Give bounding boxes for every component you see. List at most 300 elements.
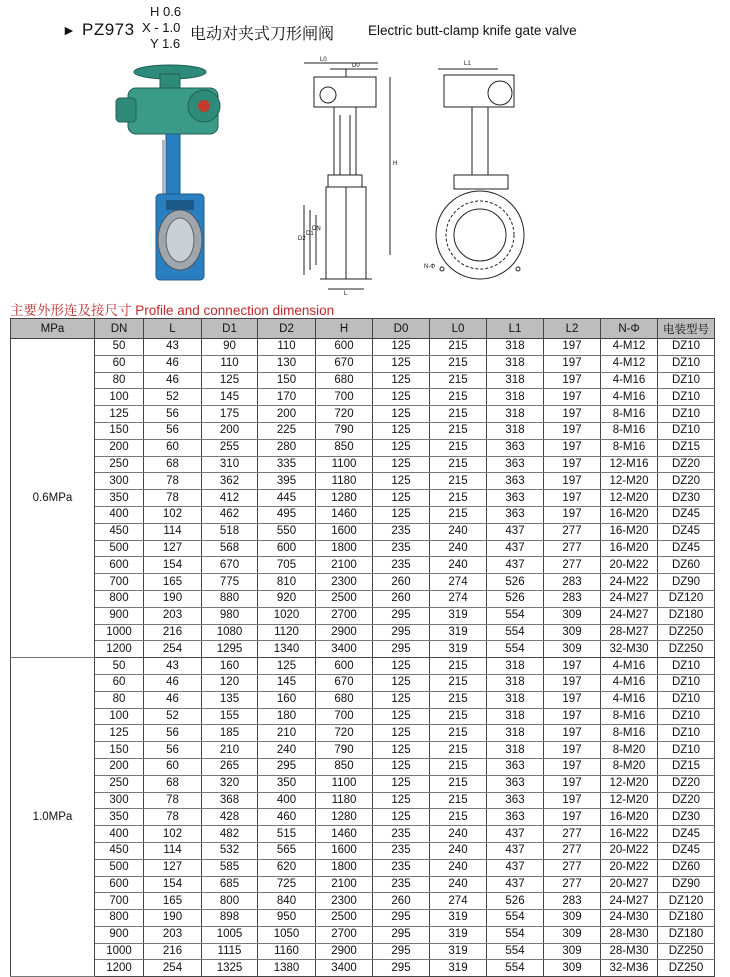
- table-cell: 125: [373, 809, 430, 826]
- column-header: D0: [373, 319, 430, 339]
- table-cell: 240: [430, 557, 487, 574]
- table-cell: 197: [544, 725, 601, 742]
- table-cell: 2300: [316, 574, 373, 591]
- table-cell: 240: [430, 842, 487, 859]
- table-cell: 318: [487, 691, 544, 708]
- table-cell: 215: [430, 674, 487, 691]
- table-cell: 90: [202, 339, 258, 356]
- column-header: H: [316, 319, 373, 339]
- table-row: [11, 456, 715, 473]
- table-cell: 197: [544, 775, 601, 792]
- table-cell: 1280: [316, 490, 373, 507]
- table-row: [11, 406, 715, 423]
- table-cell: 78: [144, 809, 202, 826]
- table-cell: 203: [144, 607, 202, 624]
- table-row: [11, 389, 715, 406]
- table-cell: 277: [544, 523, 601, 540]
- table-cell: 56: [144, 742, 202, 759]
- table-cell: 800: [95, 590, 144, 607]
- table-cell: 309: [544, 641, 601, 658]
- table-cell: 80: [95, 691, 144, 708]
- table-cell: 2900: [316, 624, 373, 641]
- column-header: DN: [95, 319, 144, 339]
- table-cell: 1080: [202, 624, 258, 641]
- table-cell: 160: [202, 658, 258, 675]
- table-cell: 2300: [316, 893, 373, 910]
- table-cell: 60: [95, 355, 144, 372]
- column-header: MPa: [11, 319, 95, 339]
- table-cell: 554: [487, 943, 544, 960]
- table-cell: 215: [430, 725, 487, 742]
- pressure-group: [11, 339, 715, 658]
- table-cell: 400: [95, 506, 144, 523]
- table-cell: 437: [487, 826, 544, 843]
- table-cell: 215: [430, 658, 487, 675]
- table-cell: 180: [258, 708, 316, 725]
- dim-label-l: L: [344, 291, 348, 295]
- table-row: [11, 674, 715, 691]
- table-cell: 295: [373, 960, 430, 977]
- table-cell: 60: [95, 674, 144, 691]
- table-cell: DZ250: [658, 943, 715, 960]
- table-cell: DZ180: [658, 910, 715, 927]
- table-cell: 395: [258, 473, 316, 490]
- table-cell: 4-M16: [601, 389, 658, 406]
- table-cell: 125: [373, 674, 430, 691]
- table-cell: 20-M27: [601, 876, 658, 893]
- table-cell: 24-M27: [601, 893, 658, 910]
- table-cell: 24-M27: [601, 607, 658, 624]
- table-cell: 145: [258, 674, 316, 691]
- table-cell: 197: [544, 456, 601, 473]
- table-cell: 3400: [316, 641, 373, 658]
- table-cell: 526: [487, 590, 544, 607]
- table-cell: 445: [258, 490, 316, 507]
- table-cell: 363: [487, 490, 544, 507]
- table-cell: DZ10: [658, 372, 715, 389]
- table-cell: 2500: [316, 910, 373, 927]
- table-cell: 102: [144, 506, 202, 523]
- table-cell: 4-M16: [601, 658, 658, 675]
- table-cell: 265: [202, 758, 258, 775]
- table-cell: 2700: [316, 607, 373, 624]
- table-cell: 318: [487, 406, 544, 423]
- table-cell: 16-M20: [601, 506, 658, 523]
- table-cell: DZ250: [658, 960, 715, 977]
- table-cell: 363: [487, 775, 544, 792]
- table-cell: 125: [373, 792, 430, 809]
- table-cell: 56: [144, 725, 202, 742]
- table-cell: DZ120: [658, 590, 715, 607]
- table-cell: 235: [373, 523, 430, 540]
- table-cell: 277: [544, 540, 601, 557]
- table-cell: 203: [144, 926, 202, 943]
- table-cell: 2100: [316, 557, 373, 574]
- model-variant-y: Y 1.6: [150, 36, 181, 51]
- table-cell: 68: [144, 775, 202, 792]
- table-cell: 1800: [316, 859, 373, 876]
- table-cell: 125: [95, 406, 144, 423]
- table-cell: DZ20: [658, 473, 715, 490]
- table-cell: 309: [544, 943, 601, 960]
- table-cell: 125: [202, 372, 258, 389]
- table-cell: 46: [144, 355, 202, 372]
- table-cell: 240: [258, 742, 316, 759]
- table-cell: 12-M20: [601, 490, 658, 507]
- page-title: [62, 4, 712, 54]
- table-cell: 1200: [95, 641, 144, 658]
- table-cell: DZ15: [658, 439, 715, 456]
- table-cell: 1120: [258, 624, 316, 641]
- table-cell: 12-M16: [601, 456, 658, 473]
- table-cell: 2900: [316, 943, 373, 960]
- table-cell: 254: [144, 641, 202, 658]
- table-cell: 4-M16: [601, 372, 658, 389]
- table-cell: 100: [95, 708, 144, 725]
- table-cell: 318: [487, 742, 544, 759]
- table-cell: 200: [202, 422, 258, 439]
- table-cell: 790: [316, 422, 373, 439]
- table-cell: 412: [202, 490, 258, 507]
- table-cell: DZ45: [658, 506, 715, 523]
- table-cell: 197: [544, 406, 601, 423]
- table-cell: DZ10: [658, 742, 715, 759]
- table-cell: 515: [258, 826, 316, 843]
- table-cell: 155: [202, 708, 258, 725]
- table-cell: 125: [373, 355, 430, 372]
- table-row: [11, 439, 715, 456]
- table-cell: 197: [544, 473, 601, 490]
- table-cell: 450: [95, 523, 144, 540]
- table-cell: 1325: [202, 960, 258, 977]
- table-cell: 400: [95, 826, 144, 843]
- table-cell: 150: [258, 372, 316, 389]
- table-cell: 125: [373, 775, 430, 792]
- table-cell: 43: [144, 658, 202, 675]
- table-cell: 16-M22: [601, 826, 658, 843]
- pressure-cell: 0.6MPa: [11, 339, 95, 658]
- table-row: [11, 859, 715, 876]
- table-cell: 670: [316, 355, 373, 372]
- table-cell: 600: [316, 658, 373, 675]
- table-cell: 215: [430, 691, 487, 708]
- table-cell: 295: [373, 641, 430, 658]
- pressure-cell: 1.0MPa: [11, 658, 95, 977]
- table-cell: 8-M16: [601, 725, 658, 742]
- table-cell: 437: [487, 876, 544, 893]
- figures-area: [0, 55, 730, 295]
- table-cell: 318: [487, 389, 544, 406]
- table-cell: 80: [95, 372, 144, 389]
- table-cell: 215: [430, 372, 487, 389]
- table-cell: 550: [258, 523, 316, 540]
- table-cell: 43: [144, 339, 202, 356]
- table-cell: 880: [202, 590, 258, 607]
- table-cell: 1115: [202, 943, 258, 960]
- dim-label-h: H: [393, 161, 398, 167]
- table-row: [11, 809, 715, 826]
- section-heading: 主要外形连及接尺寸 Profile and connection dimension: [10, 303, 335, 318]
- table-cell: 28-M30: [601, 926, 658, 943]
- table-cell: 125: [373, 389, 430, 406]
- table-cell: 150: [95, 742, 144, 759]
- table-cell: 32-M30: [601, 641, 658, 658]
- table-cell: 12-M20: [601, 775, 658, 792]
- table-cell: 28-M27: [601, 624, 658, 641]
- table-cell: 850: [316, 758, 373, 775]
- table-cell: 235: [373, 826, 430, 843]
- table-cell: DZ10: [658, 422, 715, 439]
- table-cell: 8-M20: [601, 742, 658, 759]
- table-row: [11, 506, 715, 523]
- table-cell: 4-M16: [601, 691, 658, 708]
- table-cell: 274: [430, 893, 487, 910]
- table-cell: DZ10: [658, 674, 715, 691]
- table-cell: 114: [144, 523, 202, 540]
- table-row: [11, 926, 715, 943]
- table-cell: 78: [144, 490, 202, 507]
- table-cell: 4-M12: [601, 355, 658, 372]
- table-cell: 8-M16: [601, 422, 658, 439]
- table-cell: 428: [202, 809, 258, 826]
- table-cell: 56: [144, 406, 202, 423]
- table-cell: 235: [373, 876, 430, 893]
- title-english: Electric butt-clamp knife gate valve: [368, 23, 577, 38]
- table-cell: 319: [430, 910, 487, 927]
- table-row: [11, 910, 715, 927]
- table-cell: DZ60: [658, 859, 715, 876]
- table-cell: 52: [144, 708, 202, 725]
- table-cell: 20-M22: [601, 557, 658, 574]
- table-cell: 600: [316, 339, 373, 356]
- table-cell: DZ45: [658, 842, 715, 859]
- table-cell: 2100: [316, 876, 373, 893]
- table-cell: 154: [144, 876, 202, 893]
- table-cell: DZ30: [658, 490, 715, 507]
- valve-photo-image: [108, 60, 238, 290]
- table-cell: 197: [544, 809, 601, 826]
- table-cell: 260: [373, 893, 430, 910]
- table-cell: 980: [202, 607, 258, 624]
- table-cell: 197: [544, 758, 601, 775]
- table-cell: 1020: [258, 607, 316, 624]
- table-cell: 898: [202, 910, 258, 927]
- table-cell: 900: [95, 607, 144, 624]
- table-cell: 670: [202, 557, 258, 574]
- table-row: [11, 607, 715, 624]
- table-row: [11, 523, 715, 540]
- table-row: [11, 876, 715, 893]
- table-cell: 255: [202, 439, 258, 456]
- table-cell: 295: [373, 910, 430, 927]
- table-cell: 210: [258, 725, 316, 742]
- table-cell: 1000: [95, 943, 144, 960]
- table-cell: 720: [316, 725, 373, 742]
- table-cell: 850: [316, 439, 373, 456]
- table-cell: 197: [544, 422, 601, 439]
- table-cell: 363: [487, 473, 544, 490]
- table-cell: 318: [487, 355, 544, 372]
- table-cell: 68: [144, 456, 202, 473]
- table-cell: 197: [544, 708, 601, 725]
- table-cell: 215: [430, 758, 487, 775]
- table-cell: 1295: [202, 641, 258, 658]
- table-cell: 215: [430, 406, 487, 423]
- table-cell: 127: [144, 859, 202, 876]
- table-cell: 363: [487, 439, 544, 456]
- table-cell: 810: [258, 574, 316, 591]
- table-cell: 462: [202, 506, 258, 523]
- table-cell: 319: [430, 960, 487, 977]
- table-cell: 680: [316, 372, 373, 389]
- table-cell: 197: [544, 372, 601, 389]
- table-cell: 274: [430, 574, 487, 591]
- table-cell: 532: [202, 842, 258, 859]
- table-cell: 350: [95, 490, 144, 507]
- table-cell: 24-M27: [601, 590, 658, 607]
- table-cell: 46: [144, 691, 202, 708]
- dim-label-d2: D2: [298, 236, 306, 242]
- table-cell: 680: [316, 691, 373, 708]
- table-cell: 920: [258, 590, 316, 607]
- table-cell: 197: [544, 674, 601, 691]
- table-cell: 1180: [316, 473, 373, 490]
- table-row: [11, 339, 715, 356]
- table-cell: 1005: [202, 926, 258, 943]
- table-cell: 8-M16: [601, 708, 658, 725]
- table-row: [11, 842, 715, 859]
- table-row: [11, 691, 715, 708]
- side-view-drawing: [290, 55, 410, 295]
- table-cell: 197: [544, 742, 601, 759]
- table-cell: 240: [430, 523, 487, 540]
- table-cell: 56: [144, 422, 202, 439]
- table-cell: 110: [258, 339, 316, 356]
- table-cell: 235: [373, 859, 430, 876]
- table-cell: 437: [487, 540, 544, 557]
- table-cell: 125: [373, 406, 430, 423]
- table-cell: 215: [430, 389, 487, 406]
- table-cell: 125: [373, 658, 430, 675]
- table-cell: 295: [373, 607, 430, 624]
- table-cell: 274: [430, 590, 487, 607]
- table-cell: DZ45: [658, 523, 715, 540]
- table-cell: 363: [487, 758, 544, 775]
- pressure-group: [11, 658, 715, 977]
- column-header: L2: [544, 319, 601, 339]
- table-cell: 190: [144, 910, 202, 927]
- table-cell: 309: [544, 607, 601, 624]
- table-cell: 725: [258, 876, 316, 893]
- table-cell: 800: [95, 910, 144, 927]
- table-row: [11, 490, 715, 507]
- table-cell: 200: [95, 758, 144, 775]
- table-cell: 568: [202, 540, 258, 557]
- table-cell: DZ20: [658, 456, 715, 473]
- table-cell: 554: [487, 607, 544, 624]
- table-cell: 250: [95, 456, 144, 473]
- table-cell: 215: [430, 742, 487, 759]
- table-cell: 125: [373, 473, 430, 490]
- table-cell: 295: [373, 926, 430, 943]
- table-cell: DZ10: [658, 658, 715, 675]
- table-cell: DZ30: [658, 809, 715, 826]
- table-cell: 240: [430, 540, 487, 557]
- table-cell: DZ10: [658, 691, 715, 708]
- table-cell: 8-M16: [601, 406, 658, 423]
- column-header: D2: [258, 319, 316, 339]
- table-cell: 318: [487, 725, 544, 742]
- table-cell: 240: [430, 876, 487, 893]
- table-cell: 50: [95, 658, 144, 675]
- table-cell: 20-M22: [601, 859, 658, 876]
- table-header-row: [11, 319, 715, 339]
- table-cell: 4-M12: [601, 339, 658, 356]
- table-cell: 215: [430, 792, 487, 809]
- table-cell: DZ10: [658, 339, 715, 356]
- table-cell: 125: [373, 372, 430, 389]
- table-cell: 197: [544, 490, 601, 507]
- table-cell: DZ250: [658, 624, 715, 641]
- table-cell: 280: [258, 439, 316, 456]
- table-cell: 2500: [316, 590, 373, 607]
- dim-label-l1: L1: [464, 61, 471, 67]
- table-row: [11, 641, 715, 658]
- table-cell: 335: [258, 456, 316, 473]
- table-cell: 319: [430, 624, 487, 641]
- table-cell: 363: [487, 506, 544, 523]
- table-cell: 295: [373, 943, 430, 960]
- table-cell: 185: [202, 725, 258, 742]
- table-cell: 565: [258, 842, 316, 859]
- table-cell: 283: [544, 893, 601, 910]
- table-cell: 363: [487, 456, 544, 473]
- table-cell: DZ10: [658, 406, 715, 423]
- table-cell: 600: [258, 540, 316, 557]
- table-cell: 125: [373, 439, 430, 456]
- table-cell: DZ20: [658, 792, 715, 809]
- table-row: [11, 758, 715, 775]
- table-cell: 215: [430, 809, 487, 826]
- table-row: [11, 893, 715, 910]
- table-cell: 319: [430, 607, 487, 624]
- table-cell: 3400: [316, 960, 373, 977]
- table-cell: 197: [544, 389, 601, 406]
- table-cell: 200: [258, 406, 316, 423]
- table-cell: 1600: [316, 523, 373, 540]
- table-cell: 362: [202, 473, 258, 490]
- table-cell: 215: [430, 506, 487, 523]
- table-cell: DZ60: [658, 557, 715, 574]
- table-cell: 16-M20: [601, 540, 658, 557]
- table-cell: DZ90: [658, 876, 715, 893]
- table-cell: 28-M30: [601, 943, 658, 960]
- table-row: [11, 826, 715, 843]
- table-cell: 197: [544, 506, 601, 523]
- table-cell: 154: [144, 557, 202, 574]
- table-cell: 8-M20: [601, 758, 658, 775]
- table-cell: 225: [258, 422, 316, 439]
- table-cell: 46: [144, 372, 202, 389]
- table-cell: 160: [258, 691, 316, 708]
- table-cell: 437: [487, 557, 544, 574]
- table-cell: 50: [95, 339, 144, 356]
- table-cell: 200: [95, 439, 144, 456]
- table-cell: 685: [202, 876, 258, 893]
- table-cell: 215: [430, 473, 487, 490]
- table-cell: 950: [258, 910, 316, 927]
- table-cell: 1460: [316, 506, 373, 523]
